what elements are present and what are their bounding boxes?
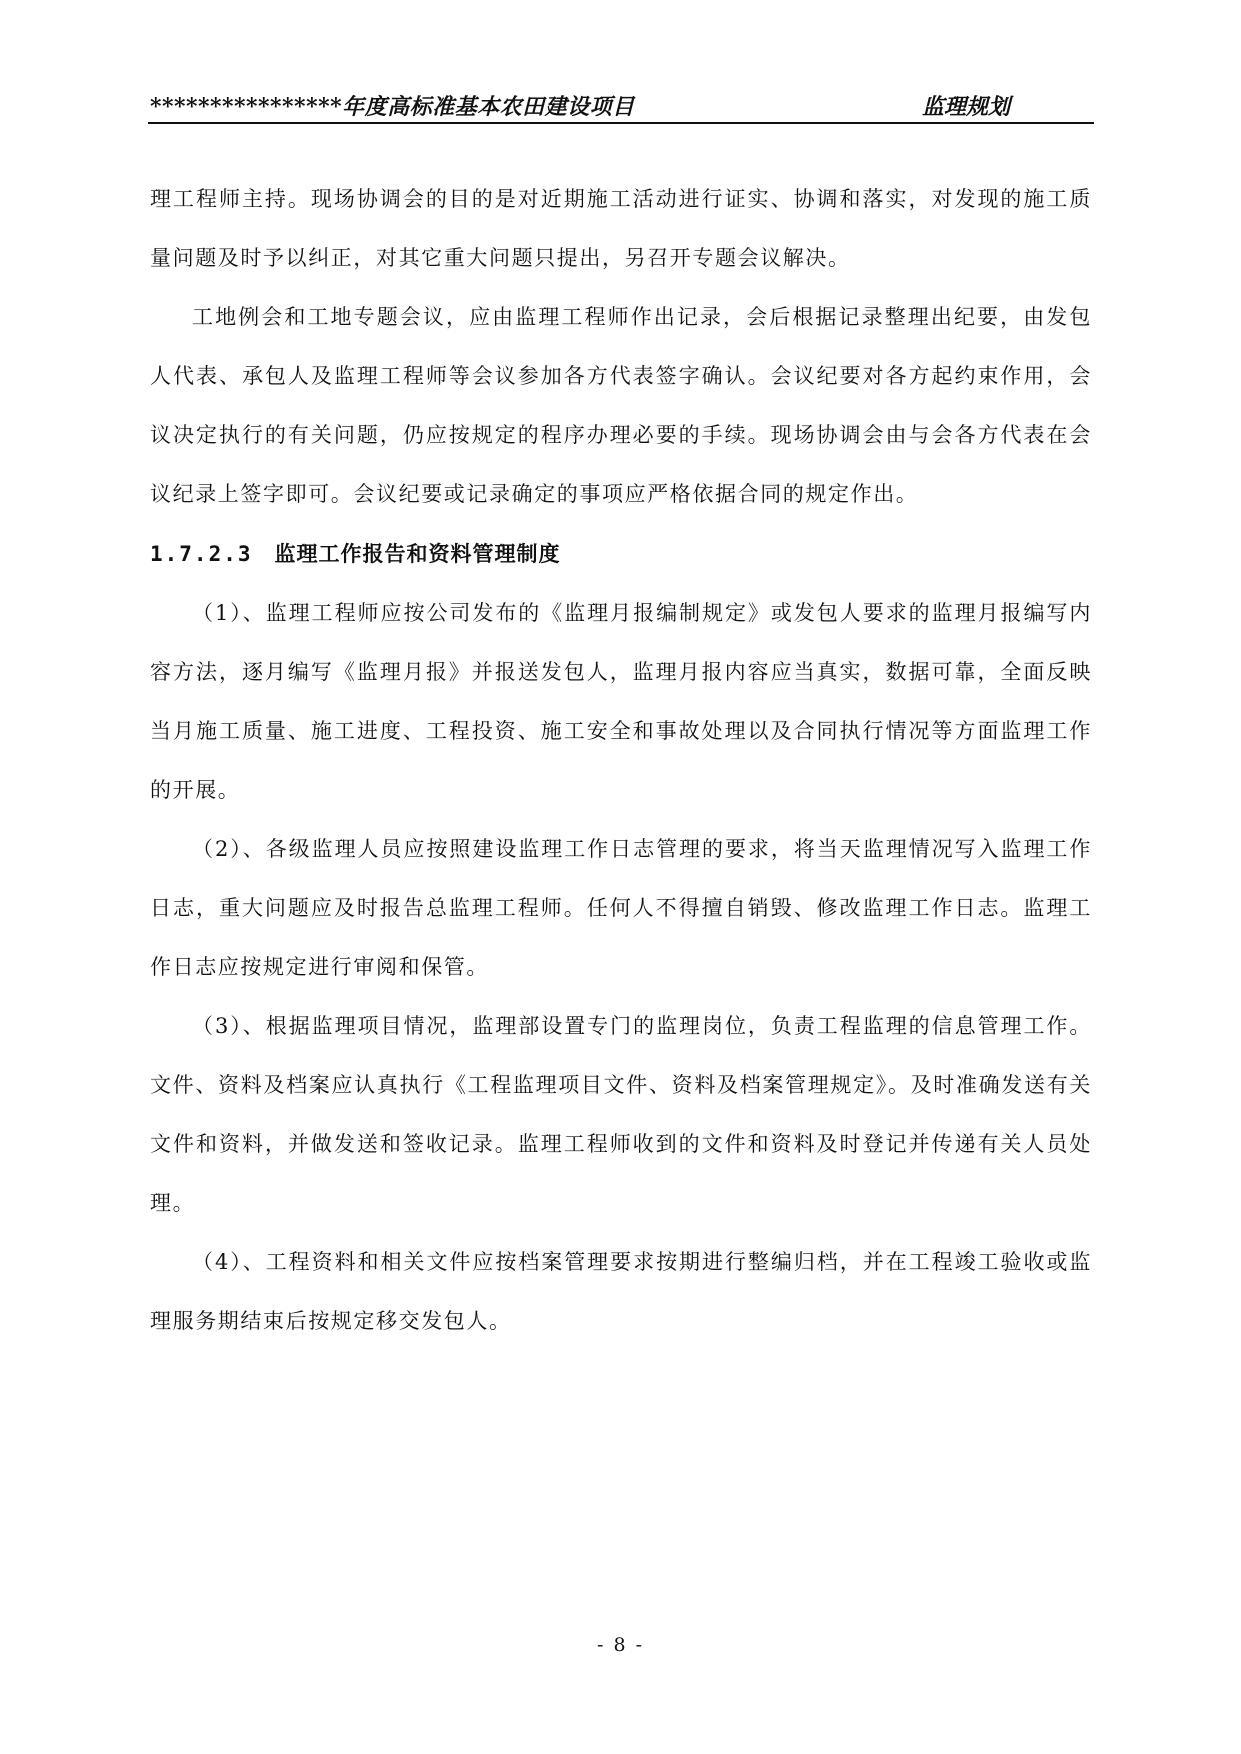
section-title: 监理工作报告和资料管理制度 — [274, 541, 561, 566]
page-header — [148, 86, 1094, 124]
section-number: 1.7.2.3 — [150, 542, 253, 566]
section-heading — [150, 524, 1092, 584]
list-item-monthly-report: （1）、监理工程师应按公司发布的《监理月报编制规定》或发包人要求的监理月报编写内容方法，逐月编写《监理月报》并报送发包人，监理月报内容应当真实，数据可靠，全面反映当月施工质量、施工进度、工程投资、施工安全和事故处理以及合同执行情况等方面监理工作的开展。 — [150, 601, 1092, 802]
document-type-title: 监理规划 — [921, 94, 1010, 120]
list-item-archiving: （4）、工程资料和相关文件应按档案管理要求按期进行整编归档，并在工程竣工验收或监理服务期结束后按规定移交发包人。 — [150, 1250, 1092, 1333]
paragraph-meeting-records: 工地例会和工地专题会议，应由监理工程师作出记录，会后根据记录整理出纪要，由发包人代表、承包人及监理工程师等会议参加各方代表签字确认。会议纪要对各方起约束作用，会议决定执行的有关问题，仍应按规定的程序办理必要的手续。现场协调会由与会各方代表在会议纪录上签字即可。会议纪要或记录确定的事项应严格依据合同的规定作出。 — [150, 305, 1092, 506]
page-number: - 8 - — [596, 1634, 644, 1656]
list-item-information-management: （3）、根据监理项目情况，监理部设置专门的监理岗位，负责工程监理的信息管理工作。文件、资料及档案应认真执行《工程监理项目文件、资料及档案管理规定》。及时准确发送有关文件和资料，并做发送和签收记录。监理工程师收到的文件和资料及时登记并传递有关人员处理。 — [150, 1014, 1092, 1215]
page-body — [150, 170, 1092, 1351]
project-title: ****************年度高标准基本农田建设项目 — [150, 94, 635, 120]
paragraph-continuation: 理工程师主持。现场协调会的目的是对近期施工活动进行证实、协调和落实，对发现的施工质量问题及时予以纠正，对其它重大问题只提出，另召开专题会议解决。 — [150, 187, 1092, 270]
list-item-work-log: （2）、各级监理人员应按照建设监理工作日志管理的要求，将当天监理情况写入监理工作日志，重大问题应及时报告总监理工程师。任何人不得擅自销毁、修改监理工作日志。监理工作日志应按规定进行审阅和保管。 — [150, 837, 1092, 979]
